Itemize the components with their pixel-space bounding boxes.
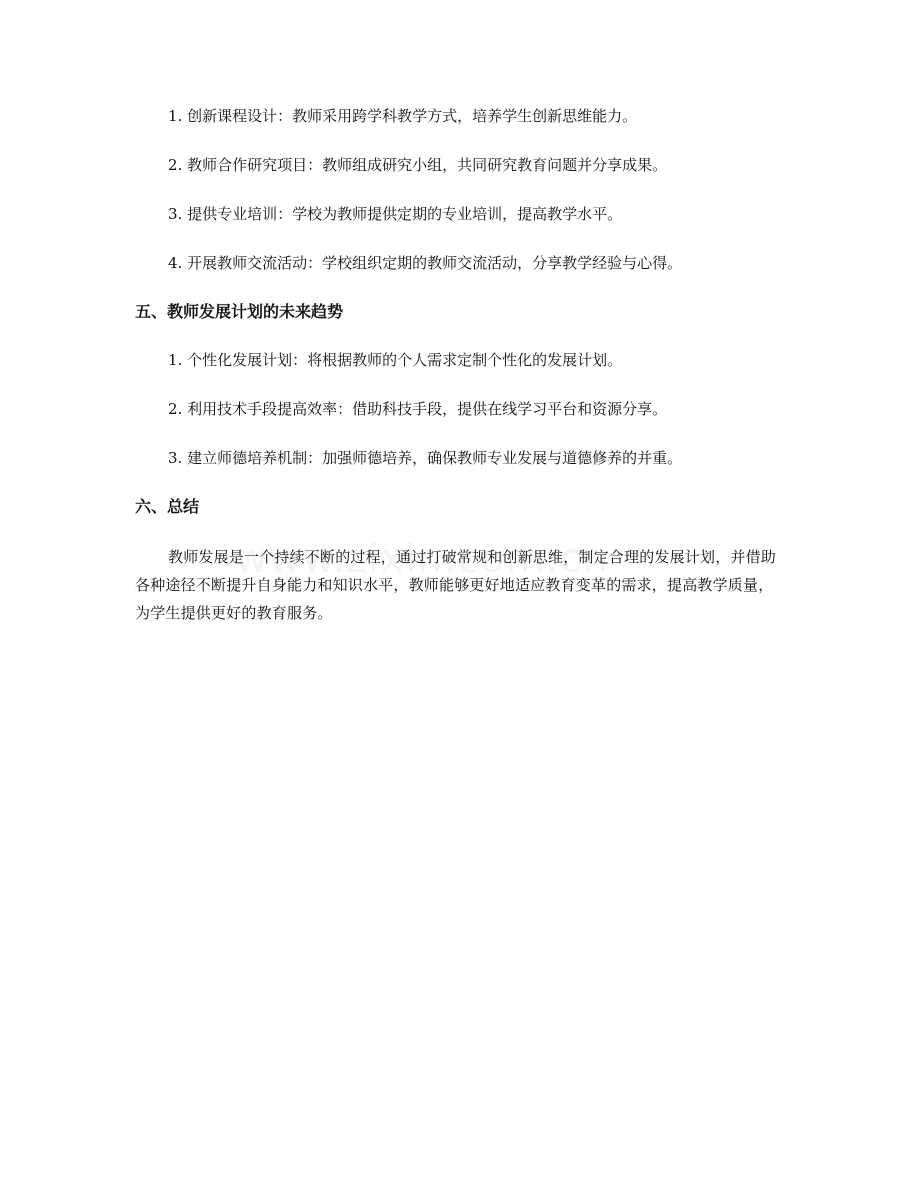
summary-paragraph: 教师发展是一个持续不断的过程，通过打破常规和创新思维，制定合理的发展计划，并借助各种途径不断提升自身能力和知识水平，教师能够更好地适应教育变革的需求，提高教学质量，为学生提供更好的教育服务。 (135, 548, 777, 622)
list-item: 1. 创新课程设计：教师采用跨学科教学方式，培养学生创新思维能力。 (168, 107, 638, 125)
list-item: 2. 利用技术手段提高效率：借助科技手段，提供在线学习平台和资源分享。 (168, 400, 668, 418)
section6-heading: 六、总结 (135, 497, 200, 516)
list-item: 3. 建立师德培养机制：加强师德培养，确保教师专业发展与道德修养的并重。 (168, 449, 683, 467)
section5-heading: 五、教师发展计划的未来趋势 (135, 302, 344, 321)
list-item: 3. 提供专业培训：学校为教师提供定期的专业培训，提高教学水平。 (168, 205, 623, 223)
document-content (135, 104, 785, 627)
list-item: 4. 开展教师交流活动：学校组织定期的教师交流活动，分享教学经验与心得。 (168, 254, 683, 272)
section5-list (135, 348, 785, 470)
list-item: 2. 教师合作研究项目：教师组成研究小组，共同研究教育问题并分享成果。 (168, 156, 668, 174)
section4-list (135, 104, 785, 275)
list-item: 1. 个性化发展计划：将根据教师的个人需求定制个性化的发展计划。 (168, 351, 623, 369)
